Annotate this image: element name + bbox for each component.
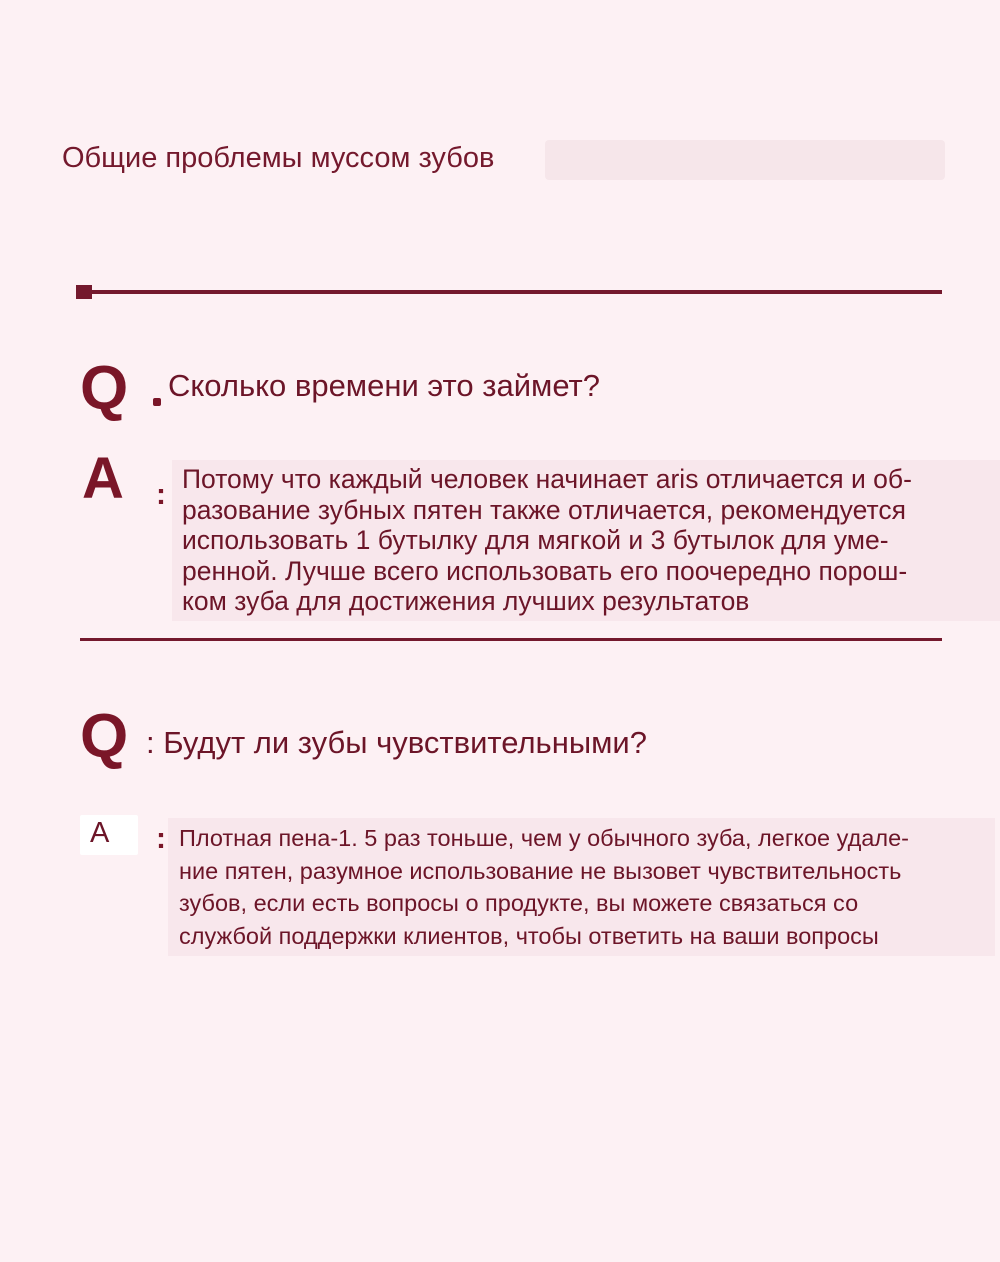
divider-top — [80, 290, 942, 294]
answer-1-line: ком зуба для достижения лучших результатов — [182, 586, 750, 616]
a-colon-2: : — [156, 822, 166, 855]
question-1: Сколько времени это займет? — [168, 368, 600, 403]
a-colon-1: : — [156, 478, 166, 511]
answer-2-line: ние пятен, разумное использование не вызовет чувствительность — [179, 857, 902, 884]
a-letter-2: A — [90, 817, 110, 849]
q-dot-1 — [153, 398, 161, 406]
answer-2 — [168, 818, 995, 956]
divider-middle — [80, 638, 942, 641]
question-2: : Будут ли зубы чувствительными? — [146, 725, 647, 760]
answer-1-line: ренной. Лучше всего использовать его поочередно порош- — [182, 555, 908, 586]
answer-1-line: использовать 1 бутылку для мягкой и 3 бутылок для уме- — [182, 525, 889, 555]
page-title: Общие проблемы муссом зубов — [62, 142, 495, 174]
answer-2-line: зубов, если есть вопросы о продукте, вы можете связаться со — [179, 890, 859, 916]
title-smudge — [545, 140, 945, 180]
answer-1-line: Потому что каждый человек начинает aris отличается и об- — [182, 464, 912, 494]
answer-2-line: Плотная пена-1. 5 раз тоньше, чем у обычного зуба, легкое удале- — [179, 825, 909, 851]
answer-2-line: службой поддержки клиентов, чтобы ответить на ваши вопросы — [179, 922, 879, 949]
q-letter-2: Q — [80, 702, 129, 771]
q-letter-1: Q — [80, 354, 129, 423]
answer-1 — [172, 460, 1000, 621]
a-letter-1: A — [82, 446, 124, 511]
answer-1-line: разование зубных пятен также отличается, рекомендуется — [182, 494, 906, 525]
